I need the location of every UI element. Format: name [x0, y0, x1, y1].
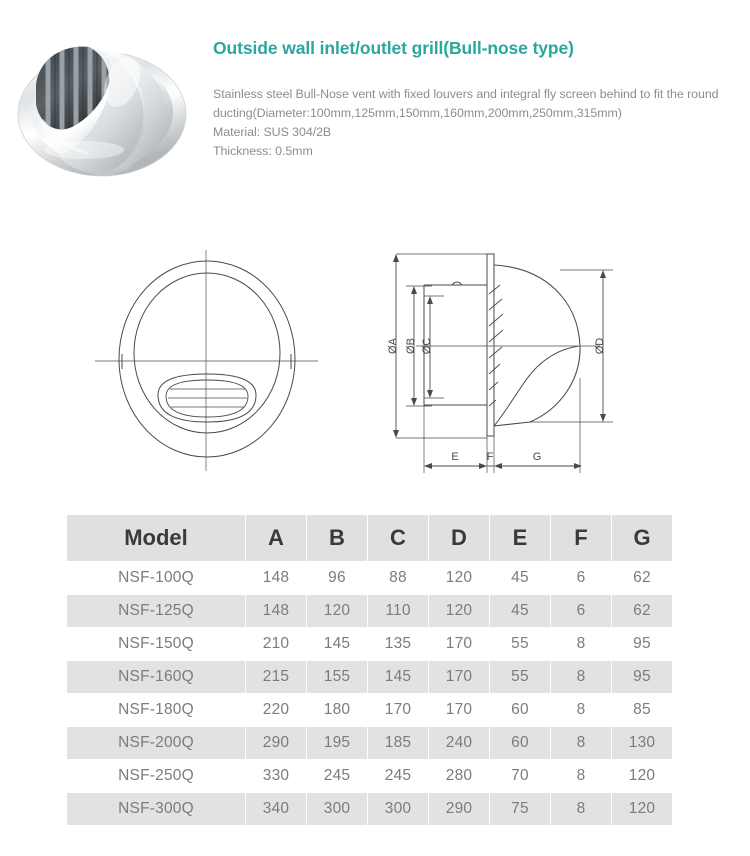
- side-view-drawing: [393, 254, 613, 493]
- description-line: Material: SUS 304/2B: [213, 125, 332, 139]
- cell-g: 62: [612, 562, 672, 594]
- cell-e: 55: [490, 661, 550, 693]
- column-header-f: F: [551, 515, 611, 561]
- cell-d: 120: [429, 595, 489, 627]
- cell-g: 95: [612, 661, 672, 693]
- cell-f: 8: [551, 793, 611, 825]
- product-header: [0, 0, 750, 205]
- cell-d: 120: [429, 562, 489, 594]
- cell-a: 210: [246, 628, 306, 660]
- dimension-label-g: G: [532, 451, 542, 463]
- cell-c: 170: [368, 694, 428, 726]
- column-header-b: B: [307, 515, 367, 561]
- cell-e: 60: [490, 727, 550, 759]
- product-photo: [14, 24, 194, 184]
- description-line: Thickness: 0.5mm: [213, 144, 313, 158]
- cell-model: NSF-100Q: [67, 562, 245, 594]
- table-row: [67, 562, 672, 594]
- cell-b: 245: [307, 760, 367, 792]
- cell-c: 185: [368, 727, 428, 759]
- cell-a: 290: [246, 727, 306, 759]
- cell-f: 6: [551, 562, 611, 594]
- cell-e: 55: [490, 628, 550, 660]
- cell-g: 120: [612, 793, 672, 825]
- cell-f: 8: [551, 661, 611, 693]
- cell-b: 300: [307, 793, 367, 825]
- cell-g: 95: [612, 628, 672, 660]
- cell-g: 130: [612, 727, 672, 759]
- page-title: Outside wall inlet/outlet grill(Bull-nose type): [213, 38, 574, 58]
- cell-g: 62: [612, 595, 672, 627]
- cell-c: 88: [368, 562, 428, 594]
- cell-e: 45: [490, 562, 550, 594]
- cell-d: 280: [429, 760, 489, 792]
- dimension-label-e: E: [451, 451, 459, 463]
- cell-f: 8: [551, 760, 611, 792]
- table-row: [67, 760, 672, 792]
- cell-model: NSF-160Q: [67, 661, 245, 693]
- cell-model: NSF-200Q: [67, 727, 245, 759]
- cell-a: 340: [246, 793, 306, 825]
- cell-c: 245: [368, 760, 428, 792]
- cell-d: 170: [429, 694, 489, 726]
- cell-b: 120: [307, 595, 367, 627]
- cell-d: 240: [429, 727, 489, 759]
- cell-c: 145: [368, 661, 428, 693]
- specifications-table: [66, 514, 666, 826]
- column-header-model: Model: [67, 515, 245, 561]
- table-header-row: [67, 515, 672, 561]
- cell-c: 300: [368, 793, 428, 825]
- cell-b: 145: [307, 628, 367, 660]
- table-body: [67, 562, 672, 825]
- cell-model: NSF-300Q: [67, 793, 245, 825]
- cell-f: 8: [551, 727, 611, 759]
- description-line: Stainless steel Bull-Nose vent with fixed louvers and integral fly screen behind to fit the round: [213, 87, 719, 101]
- product-description: [213, 85, 741, 161]
- cell-c: 135: [368, 628, 428, 660]
- cell-b: 96: [307, 562, 367, 594]
- column-header-d: D: [429, 515, 489, 561]
- cell-f: 8: [551, 694, 611, 726]
- cell-f: 6: [551, 595, 611, 627]
- dimension-label-a: ØA: [387, 338, 399, 354]
- cell-d: 170: [429, 661, 489, 693]
- cell-e: 70: [490, 760, 550, 792]
- dimension-label-b: ØB: [405, 338, 417, 354]
- cell-a: 148: [246, 562, 306, 594]
- cell-e: 60: [490, 694, 550, 726]
- table-row: [67, 727, 672, 759]
- cell-a: 148: [246, 595, 306, 627]
- cell-a: 215: [246, 661, 306, 693]
- cell-c: 110: [368, 595, 428, 627]
- front-view-drawing: [95, 250, 318, 471]
- technical-drawings: [0, 228, 750, 493]
- cell-e: 45: [490, 595, 550, 627]
- dimension-label-d: ØD: [594, 337, 606, 355]
- table-row: [67, 595, 672, 627]
- cell-e: 75: [490, 793, 550, 825]
- cell-b: 155: [307, 661, 367, 693]
- cell-d: 170: [429, 628, 489, 660]
- cell-b: 195: [307, 727, 367, 759]
- cell-model: NSF-180Q: [67, 694, 245, 726]
- description-line: ducting(Diameter:100mm,125mm,150mm,160mm,200mm,250mm,315mm): [213, 106, 622, 120]
- cell-model: NSF-150Q: [67, 628, 245, 660]
- cell-g: 85: [612, 694, 672, 726]
- column-header-a: A: [246, 515, 306, 561]
- table-row: [67, 661, 672, 693]
- cell-f: 8: [551, 628, 611, 660]
- dimension-label-c: ØC: [421, 337, 433, 355]
- cell-a: 330: [246, 760, 306, 792]
- column-header-g: G: [612, 515, 672, 561]
- cell-model: NSF-125Q: [67, 595, 245, 627]
- cell-d: 290: [429, 793, 489, 825]
- table-row: [67, 793, 672, 825]
- cell-model: NSF-250Q: [67, 760, 245, 792]
- cell-a: 220: [246, 694, 306, 726]
- column-header-c: C: [368, 515, 428, 561]
- column-header-e: E: [490, 515, 550, 561]
- cell-g: 120: [612, 760, 672, 792]
- cell-b: 180: [307, 694, 367, 726]
- table-row: [67, 628, 672, 660]
- table-row: [67, 694, 672, 726]
- dimension-label-f: F: [486, 451, 494, 463]
